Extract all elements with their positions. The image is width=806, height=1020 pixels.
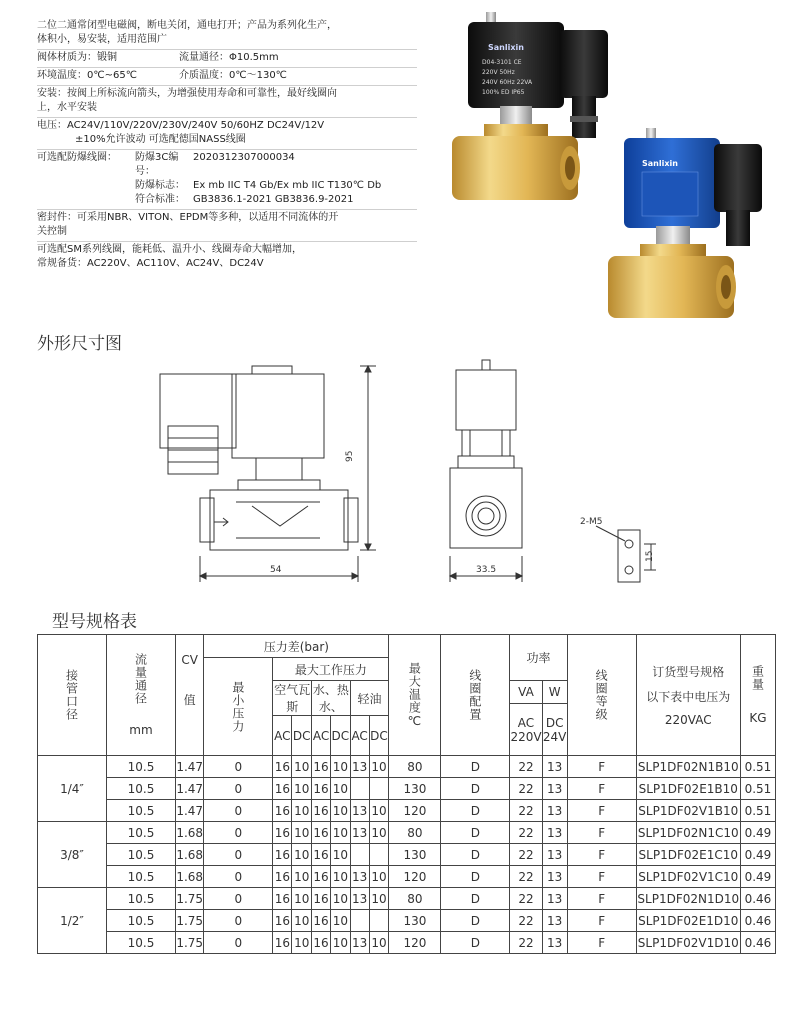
- spec-seal: 密封件：可采用NBR、VITON、EPDM等多种，以适用不同流体的开 关控制: [37, 210, 417, 242]
- weight-cell: 0.51: [740, 756, 775, 778]
- oil-ac-cell: 13: [350, 932, 369, 954]
- weight-cell: 0.49: [740, 822, 775, 844]
- model-cell: SLP1DF02N1B10: [636, 756, 740, 778]
- max-temp-cell: 130: [389, 910, 441, 932]
- port-size-cell: 1/2″: [38, 888, 107, 954]
- flow-cell: 10.5: [107, 822, 176, 844]
- svg-text:Sanlixin: Sanlixin: [642, 159, 678, 168]
- power-va-cell: 22: [510, 756, 542, 778]
- gas-ac-cell: 16: [273, 932, 292, 954]
- dim-height: 95: [345, 450, 355, 462]
- port-size-cell: 1/4″: [38, 756, 107, 822]
- dim-depth: 33.5: [476, 565, 497, 575]
- power-w-cell: 13: [542, 800, 567, 822]
- weight-cell: 0.49: [740, 866, 775, 888]
- water-ac-cell: 16: [312, 756, 331, 778]
- model-spec-table: [37, 634, 776, 954]
- body-material: 阀体材质为：锻铜: [37, 52, 117, 63]
- min-pressure-cell: 0: [204, 756, 273, 778]
- weight-cell: 0.49: [740, 844, 775, 866]
- cv-cell: 1.47: [176, 800, 204, 822]
- weight-cell: 0.51: [740, 800, 775, 822]
- coil-cell: D: [441, 756, 510, 778]
- oil-ac-cell: [350, 910, 369, 932]
- gas-ac-header: AC: [273, 716, 292, 756]
- gas-ac-cell: 16: [273, 844, 292, 866]
- spec-material-flow: [37, 50, 417, 68]
- spec-voltage: 电压：AC24V/110V/220V/230V/240V 50/60HZ DC24V/12V ±10%允许波动 可选配德国NASS线圈: [37, 118, 417, 150]
- max-temp-cell: 120: [389, 932, 441, 954]
- oil-ac-cell: [350, 844, 369, 866]
- coil-grade-cell: F: [567, 888, 636, 910]
- col-grade-header: 线圈等级: [567, 635, 636, 756]
- spec-temperatures: [37, 68, 417, 86]
- cv-cell: 1.68: [176, 822, 204, 844]
- gas-header: 空气瓦斯: [273, 681, 312, 716]
- pressure-header: 压力差(bar): [204, 635, 389, 658]
- coil-grade-cell: F: [567, 822, 636, 844]
- flow-cell: 10.5: [107, 932, 176, 954]
- gas-ac-cell: 16: [273, 778, 292, 800]
- flow-cell: 10.5: [107, 800, 176, 822]
- oil-dc-cell: 10: [369, 822, 389, 844]
- max-pressure-header: 最大工作压力: [273, 658, 389, 681]
- weight-cell: 0.46: [740, 910, 775, 932]
- oil-dc-cell: 10: [369, 866, 389, 888]
- table-title: 型号规格表: [52, 612, 137, 632]
- front-view-drawing: [160, 366, 376, 582]
- cv-cell: 1.68: [176, 844, 204, 866]
- max-temp-cell: 120: [389, 866, 441, 888]
- power-va-cell: 22: [510, 888, 542, 910]
- table-row: [38, 778, 776, 800]
- ac220-header: AC 220V: [510, 704, 542, 756]
- cv-cell: 1.47: [176, 756, 204, 778]
- flow-cell: 10.5: [107, 888, 176, 910]
- power-va-cell: 22: [510, 778, 542, 800]
- gas-dc-cell: 10: [292, 822, 312, 844]
- gas-ac-cell: 16: [273, 800, 292, 822]
- weight-cell: 0.51: [740, 778, 775, 800]
- max-temp-cell: 130: [389, 844, 441, 866]
- cv-cell: 1.75: [176, 888, 204, 910]
- oil-dc-cell: 10: [369, 932, 389, 954]
- col-flow-header: 流量通径 mm: [107, 635, 176, 756]
- power-w-cell: 13: [542, 910, 567, 932]
- table-row: [38, 844, 776, 866]
- weight-cell: 0.46: [740, 888, 775, 910]
- medium-temp: 介质温度：0℃～130℃: [179, 70, 287, 81]
- power-va-cell: 22: [510, 844, 542, 866]
- oil-dc-cell: [369, 844, 389, 866]
- power-va-cell: 22: [510, 800, 542, 822]
- table-row: [38, 756, 776, 778]
- oil-ac-cell: 13: [350, 756, 369, 778]
- spec-description: 二位二通常闭型电磁阀，断电关闭，通电打开；产品为系列化生产， 体积小，易安装，适用范围广: [37, 18, 417, 50]
- power-w-cell: 13: [542, 844, 567, 866]
- flow-cell: 10.5: [107, 756, 176, 778]
- svg-text:Sanlixin: Sanlixin: [488, 43, 524, 52]
- oil-ac-cell: 13: [350, 800, 369, 822]
- dc24-header: DC 24V: [542, 704, 567, 756]
- water-dc-cell: 10: [331, 932, 351, 954]
- water-ac-cell: 16: [312, 932, 331, 954]
- power-va-cell: 22: [510, 866, 542, 888]
- gas-dc-cell: 10: [292, 800, 312, 822]
- table-row: [38, 822, 776, 844]
- water-ac-header: AC: [312, 716, 331, 756]
- max-temp-cell: 80: [389, 888, 441, 910]
- water-ac-cell: 16: [312, 866, 331, 888]
- col-weight-header: 重量 KG: [740, 635, 775, 756]
- spec-install: 安装：按阀上所标流向箭头，为增强使用寿命和可靠性，最好线圈向 上，水平安装: [37, 86, 417, 118]
- oil-dc-cell: [369, 778, 389, 800]
- gas-dc-cell: 10: [292, 778, 312, 800]
- min-pressure-cell: 0: [204, 844, 273, 866]
- gas-dc-cell: 10: [292, 866, 312, 888]
- model-cell: SLP1DF02N1C10: [636, 822, 740, 844]
- gas-ac-cell: 16: [273, 910, 292, 932]
- water-dc-cell: 10: [331, 866, 351, 888]
- coil-cell: D: [441, 910, 510, 932]
- gas-dc-cell: 10: [292, 756, 312, 778]
- water-dc-cell: 10: [331, 800, 351, 822]
- coil-cell: D: [441, 822, 510, 844]
- gas-ac-cell: 16: [273, 888, 292, 910]
- port-size-cell: 3/8″: [38, 822, 107, 888]
- cv-cell: 1.75: [176, 932, 204, 954]
- oil-dc-cell: 10: [369, 756, 389, 778]
- side-view-drawing: [450, 360, 522, 582]
- water-ac-cell: 16: [312, 888, 331, 910]
- gas-dc-cell: 10: [292, 932, 312, 954]
- coil-grade-cell: F: [567, 800, 636, 822]
- oil-ac-cell: 13: [350, 822, 369, 844]
- coil-cell: D: [441, 888, 510, 910]
- svg-text:240V 60Hz 22VA: 240V 60Hz 22VA: [482, 79, 533, 86]
- table-body: [38, 756, 776, 954]
- w-header: W: [542, 681, 567, 704]
- coil-grade-cell: F: [567, 844, 636, 866]
- model-cell: SLP1DF02E1D10: [636, 910, 740, 932]
- coil-cell: D: [441, 800, 510, 822]
- water-dc-cell: 10: [331, 822, 351, 844]
- oil-dc-cell: 10: [369, 800, 389, 822]
- gas-dc-cell: 10: [292, 888, 312, 910]
- dim-width: 54: [270, 565, 282, 575]
- max-temp-cell: 120: [389, 800, 441, 822]
- dim-holes: 2-M5: [580, 517, 603, 527]
- min-pressure-cell: 0: [204, 778, 273, 800]
- water-dc-cell: 10: [331, 910, 351, 932]
- table-row: [38, 866, 776, 888]
- oil-ac-cell: 13: [350, 866, 369, 888]
- oil-dc-cell: [369, 910, 389, 932]
- spec-explosion-proof: 可选配防爆线圈： 防爆3C编号： 2020312307000034 防爆标志： Ex mb IIC T4 Gb/Ex mb IIC T130℃ Db 符合标准： GB3836.1-2021 GB3836.9-2021: [37, 150, 417, 210]
- table-header: [38, 635, 776, 756]
- gas-ac-cell: 16: [273, 756, 292, 778]
- power-w-cell: 13: [542, 932, 567, 954]
- water-dc-cell: 10: [331, 756, 351, 778]
- gas-ac-cell: 16: [273, 866, 292, 888]
- col-port-header: 接管口径: [38, 635, 107, 756]
- model-cell: SLP1DF02V1C10: [636, 866, 740, 888]
- gas-dc-header: DC: [292, 716, 312, 756]
- power-w-cell: 13: [542, 778, 567, 800]
- model-cell: SLP1DF02E1C10: [636, 844, 740, 866]
- min-pressure-cell: 0: [204, 910, 273, 932]
- min-pressure-cell: 0: [204, 888, 273, 910]
- dimension-drawings: [140, 356, 660, 592]
- table-row: [38, 800, 776, 822]
- power-va-cell: 22: [510, 822, 542, 844]
- water-ac-cell: 16: [312, 844, 331, 866]
- gas-dc-cell: 10: [292, 844, 312, 866]
- water-ac-cell: 16: [312, 910, 331, 932]
- coil-cell: D: [441, 844, 510, 866]
- col-min-header: 最小压力: [204, 658, 273, 756]
- water-header: 水、热水、: [312, 681, 351, 716]
- min-pressure-cell: 0: [204, 932, 273, 954]
- oil-ac-header: AC: [350, 716, 369, 756]
- table-row: [38, 932, 776, 954]
- va-header: VA: [510, 681, 542, 704]
- valve-blue-coil: [608, 128, 762, 318]
- weight-cell: 0.46: [740, 932, 775, 954]
- water-ac-cell: 16: [312, 800, 331, 822]
- svg-text:100% ED IP65: 100% ED IP65: [482, 89, 525, 96]
- col-cv-header: CV 值: [176, 635, 204, 756]
- coil-grade-cell: F: [567, 756, 636, 778]
- water-ac-cell: 16: [312, 822, 331, 844]
- model-cell: SLP1DF02E1B10: [636, 778, 740, 800]
- min-pressure-cell: 0: [204, 866, 273, 888]
- power-w-cell: 13: [542, 866, 567, 888]
- power-w-cell: 13: [542, 822, 567, 844]
- coil-cell: D: [441, 866, 510, 888]
- max-temp-cell: 130: [389, 778, 441, 800]
- oil-ac-cell: 13: [350, 888, 369, 910]
- cv-cell: 1.47: [176, 778, 204, 800]
- water-dc-header: DC: [331, 716, 351, 756]
- dimension-title: 外形尺寸图: [37, 334, 122, 354]
- water-dc-cell: 10: [331, 778, 351, 800]
- table-row: [38, 888, 776, 910]
- coil-cell: D: [441, 778, 510, 800]
- max-temp-cell: 80: [389, 822, 441, 844]
- svg-text:220V 50Hz: 220V 50Hz: [482, 69, 515, 76]
- product-photos: [448, 8, 766, 320]
- flow-cell: 10.5: [107, 778, 176, 800]
- gas-ac-cell: 16: [273, 822, 292, 844]
- coil-grade-cell: F: [567, 778, 636, 800]
- power-va-cell: 22: [510, 910, 542, 932]
- coil-grade-cell: F: [567, 866, 636, 888]
- col-temp-header: 最大温度℃: [389, 635, 441, 756]
- dim-hole-pitch: 15: [645, 550, 655, 562]
- svg-text:D04-3101 CE: D04-3101 CE: [482, 59, 522, 66]
- flow-cell: 10.5: [107, 844, 176, 866]
- min-pressure-cell: 0: [204, 822, 273, 844]
- flow-cell: 10.5: [107, 866, 176, 888]
- power-w-cell: 13: [542, 756, 567, 778]
- max-temp-cell: 80: [389, 756, 441, 778]
- coil-grade-cell: F: [567, 932, 636, 954]
- model-cell: SLP1DF02N1D10: [636, 888, 740, 910]
- col-coil-header: 线圈配置: [441, 635, 510, 756]
- col-order-header: 订货型号规格 以下表中电压为 220VAC: [636, 635, 740, 756]
- oil-dc-header: DC: [369, 716, 389, 756]
- power-va-cell: 22: [510, 932, 542, 954]
- cv-cell: 1.68: [176, 866, 204, 888]
- water-ac-cell: 16: [312, 778, 331, 800]
- valve-illustration: [448, 8, 766, 320]
- spec-sm-coil: 可选配SM系列线圈，能耗低、温升小、线圈寿命大幅增加， 常规备货：AC220V、AC110V、AC24V、DC24V: [37, 244, 302, 269]
- ambient-temp: 环境温度：0℃~65℃: [37, 70, 137, 81]
- coil-grade-cell: F: [567, 910, 636, 932]
- power-w-cell: 13: [542, 888, 567, 910]
- model-cell: SLP1DF02V1B10: [636, 800, 740, 822]
- cv-cell: 1.75: [176, 910, 204, 932]
- gas-dc-cell: 10: [292, 910, 312, 932]
- flow-cell: 10.5: [107, 910, 176, 932]
- table-row: [38, 910, 776, 932]
- water-dc-cell: 10: [331, 888, 351, 910]
- oil-ac-cell: [350, 778, 369, 800]
- water-dc-cell: 10: [331, 844, 351, 866]
- oil-header: 轻油: [350, 681, 389, 716]
- power-header: 功率: [510, 635, 567, 681]
- model-cell: SLP1DF02V1D10: [636, 932, 740, 954]
- min-pressure-cell: 0: [204, 800, 273, 822]
- valve-black-coil: [452, 12, 608, 200]
- spec-block: [37, 18, 417, 273]
- flow-diameter: 流量通径：Φ10.5mm: [179, 52, 279, 63]
- coil-cell: D: [441, 932, 510, 954]
- oil-dc-cell: 10: [369, 888, 389, 910]
